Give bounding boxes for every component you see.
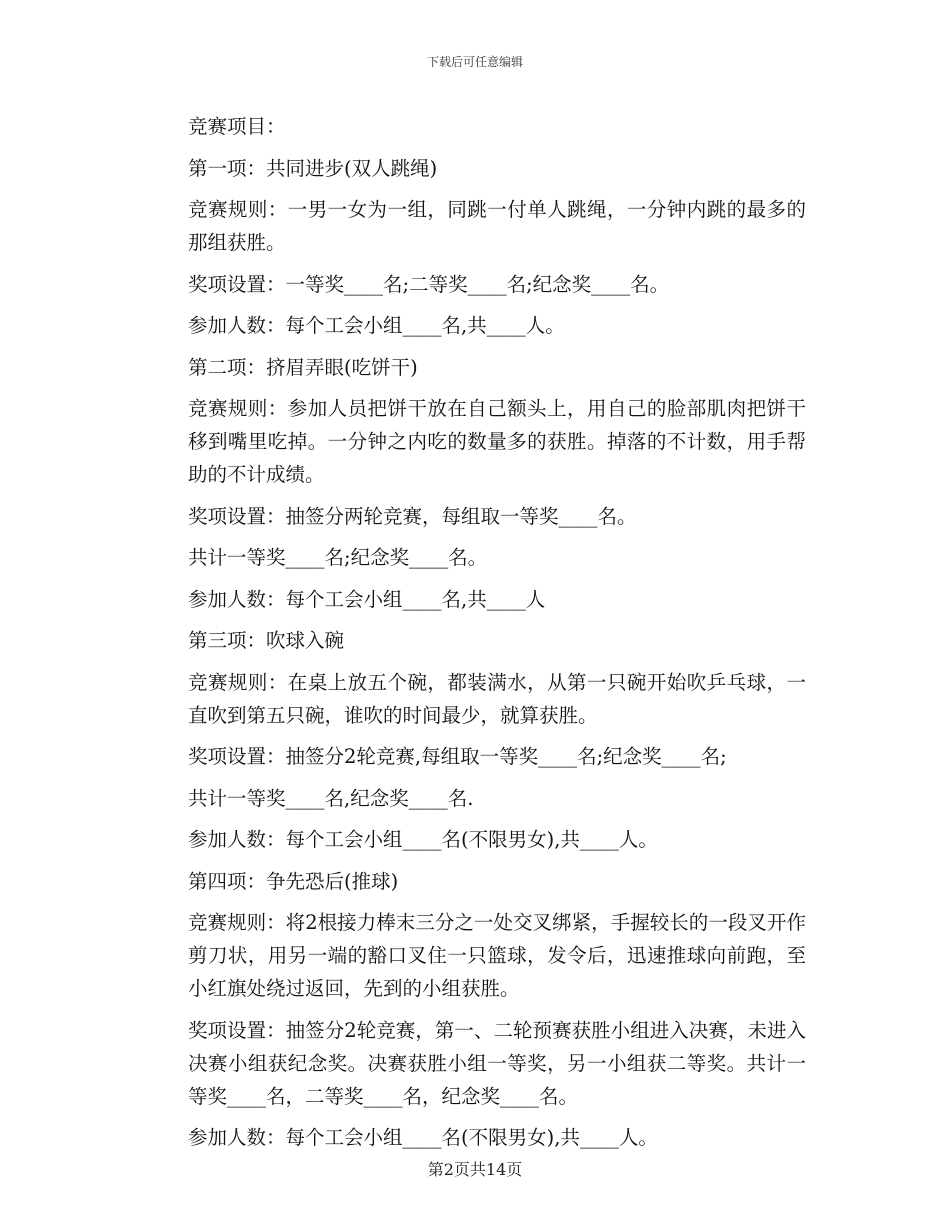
item-1-participants: 参加人数：每个工会小组____名,共____人。 (188, 314, 565, 337)
item-3-participants: 参加人数：每个工会小组____名(不限男女),共____人。 (188, 828, 658, 851)
item-2-rules: 竞赛规则：参加人员把饼干放在自己额头上，用自己的脸部肌肉把饼干移到嘴里吃掉。一分钟之内吃的数量多的获胜。掉落的不计数，用手帮助的不计成绩。 (188, 397, 806, 486)
page-number: 第2页共14页 (427, 1160, 523, 1179)
item-4-rules: 竞赛规则：将2根接力棒末三分之一处交叉绑紧，手握较长的一段叉开作剪刀状，用另一端的豁口叉住一只篮球，发令后，迅速推球向前跑，至小红旗处绕过返回，先到的小组获胜。 (188, 911, 806, 1000)
item-3-awards: 奖项设置：抽签分2轮竞赛,每组取一等奖____名;纪念奖____名; (188, 745, 727, 768)
item-3-awards-total: 共计一等奖____名,纪念奖____名. (188, 786, 474, 810)
item-4-title: 第四项：争先恐后(推球) (188, 869, 399, 893)
section-heading: 竞赛项目： (188, 115, 286, 138)
item-2-participants: 参加人数：每个工会小组____名,共____人 (188, 587, 546, 611)
item-1-rules: 竞赛规则：一男一女为一组，同跳一付单人跳绳，一分钟内跳的最多的那组获胜。 (188, 198, 806, 254)
document-body (144, 110, 806, 1163)
item-4-participants: 参加人数：每个工会小组____名(不限男女),共____人。 (188, 1126, 658, 1149)
item-1-title: 第一项：共同进步(双人跳绳) (188, 156, 438, 180)
item-2-awards: 奖项设置：抽签分两轮竞赛，每组取一等奖____名。 (188, 504, 637, 528)
item-2-title: 第二项：挤眉弄眼(吃饼干) (188, 355, 418, 379)
item-2-awards-total: 共计一等奖____名;纪念奖____名。 (188, 546, 488, 569)
item-3-title: 第三项：吹球入碗 (188, 629, 345, 652)
item-4-awards: 奖项设置：抽签分2轮竞赛，第一、二轮预赛获胜小组进入决赛，未进入决赛小组获纪念奖。决赛获胜小组一等奖，另一小组获二等奖。共计一等奖____名，二等奖____名，纪念奖____名。 (188, 1018, 806, 1108)
item-1-awards: 奖项设置：一等奖____名;二等奖____名;纪念奖____名。 (188, 272, 670, 296)
page-header: 下载后可任意编辑 (426, 55, 523, 69)
item-3-rules: 竞赛规则：在桌上放五个碗，都装满水，从第一只碗开始吹乒乓球，一直吹到第五只碗，谁吹的时间最少，就算获胜。 (188, 670, 806, 727)
